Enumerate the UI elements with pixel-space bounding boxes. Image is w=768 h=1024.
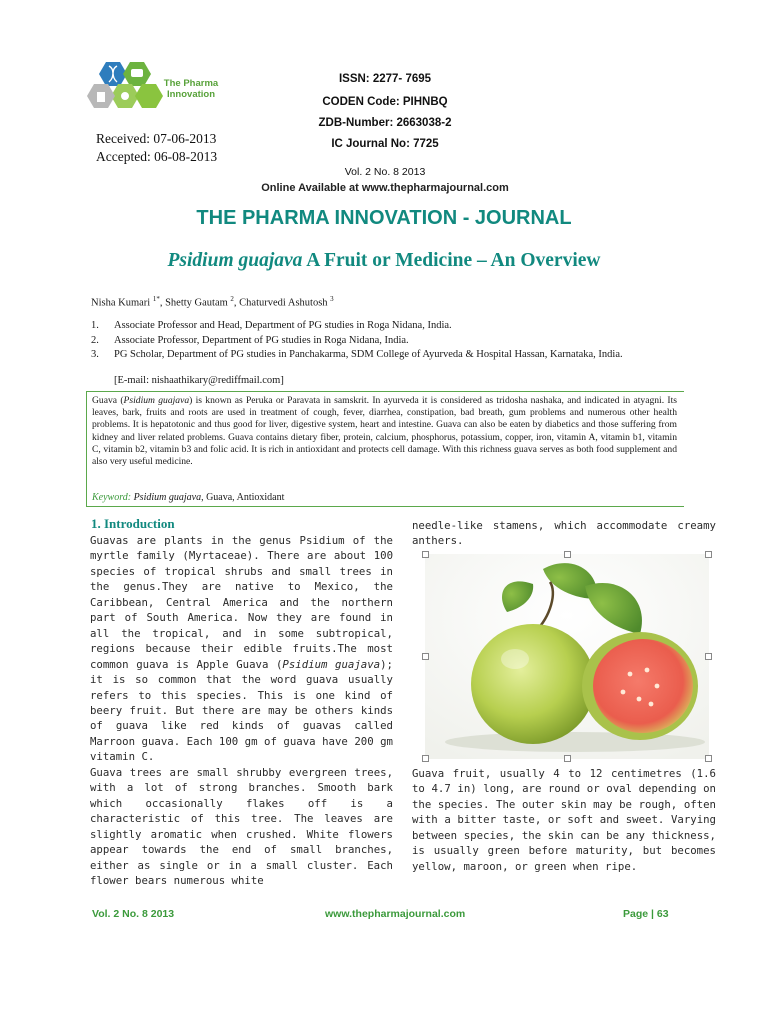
- volume-line: Vol. 2 No. 8 2013: [344, 166, 426, 178]
- author-3: , Chaturvedi Ashutosh: [233, 297, 331, 309]
- author-email: [E-mail: nishaathikary@rediffmail.com]: [114, 375, 284, 386]
- right-column-bottom-text: Guava fruit, usually 4 to 12 centimetres (1.6 to 4.7 in) long, are round or oval depending on the species. The outer skin may be rough, often with a bitter taste, or soft and sweet. Varying between species, the skin can be any thickness, is usually green before maturity, but becomes yellow, maroon, or green when ripe.: [412, 767, 716, 873]
- affiliation-num: 2.: [91, 335, 99, 346]
- resize-handle[interactable]: [422, 653, 429, 660]
- author-1: Nisha Kumari: [91, 297, 153, 309]
- author-2-mark: 2: [230, 295, 234, 303]
- resize-handle[interactable]: [564, 755, 571, 762]
- resize-handle[interactable]: [705, 755, 712, 762]
- accepted-date: Accepted: 06-08-2013: [96, 149, 218, 164]
- keywords-line: [92, 492, 284, 503]
- keywords-rest: , Guava, Antioxidant: [201, 492, 285, 503]
- journal-logo: [86, 60, 236, 118]
- intro-paragraph-2: Guava trees are small shrubby evergreen trees, with a lot of strong branches. Smooth bark which occasionally flakes off is a characteristic of this tree. The leaves are slightly aromatic when crushed. White flowers appear towards the end of small branches, either as single or in a small cluster. Each flower bears numerous white: [90, 765, 393, 887]
- article-title-species: Psidium guajava: [167, 250, 303, 271]
- abstract-text: [92, 395, 677, 468]
- resize-handle[interactable]: [422, 551, 429, 558]
- abstract-left-rule: [86, 392, 87, 506]
- right-column-top-text: needle-like stamens, which accommodate creamy anthers.: [412, 519, 716, 548]
- logo-text: The Pharma Innovation: [163, 78, 219, 100]
- footer-volume: Vol. 2 No. 8 2013: [92, 908, 175, 920]
- author-list: [91, 295, 334, 309]
- intro-column: [90, 533, 393, 888]
- coden-line: CODEN Code: PIHNBQ: [322, 96, 448, 108]
- journal-title: THE PHARMA INNOVATION - JOURNAL: [196, 207, 572, 229]
- affiliation-text: Associate Professor and Head, Department of PG studies in Roga Nidana, India.: [114, 320, 452, 331]
- intro-paragraph-1: [90, 533, 393, 765]
- ic-line: IC Journal No: 7725: [331, 138, 439, 150]
- guava-fruit-image: [425, 554, 709, 759]
- abstract-lead: Guava (: [92, 395, 124, 406]
- zdb-line: ZDB-Number: 2663038-2: [318, 117, 452, 129]
- footer-website: www.thepharmajournal.com: [325, 908, 466, 920]
- author-3-mark: 3: [330, 295, 334, 303]
- intro-p1-species: Psidium guajava: [282, 657, 381, 671]
- affiliation-num: 3.: [91, 349, 99, 360]
- resize-handle[interactable]: [705, 653, 712, 660]
- abstract-body: ) is known as Peruka or Paravata in samskrit. In ayurveda it is considered as tridosha nashaka, and indicated in atyagni. Its leaves, bark, fruits and roots are used in treatment of cough, fever, diarrhea, constipation, bad breath, gum problems and numerous other health problems. It is hepatotonic and thus good for liver, digestive system, heart and intestine. Guava can also be eaten by diabetics and those suffering from kidney and liver related problems. Guava contains dietary fiber, protein, calcium, phosphorus, potassium, copper, iron, vitamin A, vitamin b1, vitamin C, vitamin b2, vitamin b3 and folic acid. It is rich in antioxidant and protects cell damage. With this richness guava serves as both food supplement and also very useful medicine.: [92, 395, 677, 468]
- intro-p1-text-cont: ); it is so common that the word guava usually refers to this species. This is one kind of beery fruit. But there are may be others kinds of guava like red kinds of guavas called Marroon guava. Each 100 gm of guava have 200 gm vitamin C.: [90, 657, 393, 764]
- resize-handle[interactable]: [422, 755, 429, 762]
- issn-line: ISSN: 2277- 7695: [338, 73, 432, 85]
- affiliation-text: PG Scholar, Department of PG studies in Panchakarma, SDM College of Ayurveda & Hospital Hassan, Karnataka, India.: [114, 349, 623, 360]
- section-heading-introduction: 1. Introduction: [91, 516, 175, 531]
- intro-p1-text: Guavas are plants in the genus Psidium of the myrtle family (Myrtaceae). There are about 100 species of tropical shrubs and small trees in the genus.They are native to Mexico, the Caribbean, Central America and the northern part of South America. Now they are found in all the tropical, and in some subtropical, regions because their edible fruits.The most common guava is Apple Guava (: [90, 534, 393, 671]
- online-availability: Online Available at www.thepharmajournal.com: [261, 182, 509, 194]
- abstract-top-rule: [86, 391, 684, 392]
- article-title: [0, 250, 768, 272]
- affiliation-num: 1.: [91, 320, 99, 331]
- guava-figure[interactable]: [425, 554, 709, 759]
- keywords-species: Psidium guajava: [133, 492, 202, 503]
- author-1-mark: 1*: [152, 295, 160, 303]
- resize-handle[interactable]: [705, 551, 712, 558]
- author-2: , Shetty Gautam: [159, 297, 231, 309]
- abstract-bottom-rule: [86, 506, 684, 507]
- abstract-species: Psidium guajava: [123, 395, 190, 406]
- affiliation-text: Associate Professor, Department of PG studies in Roga Nidana, India.: [114, 335, 409, 346]
- keywords-label: Keyword:: [92, 492, 132, 503]
- footer-page-number: Page | 63: [623, 908, 669, 920]
- received-date: Received: 07-06-2013: [96, 131, 217, 146]
- resize-handle[interactable]: [564, 551, 571, 558]
- article-title-rest: A Fruit or Medicine – An Overview: [302, 250, 601, 271]
